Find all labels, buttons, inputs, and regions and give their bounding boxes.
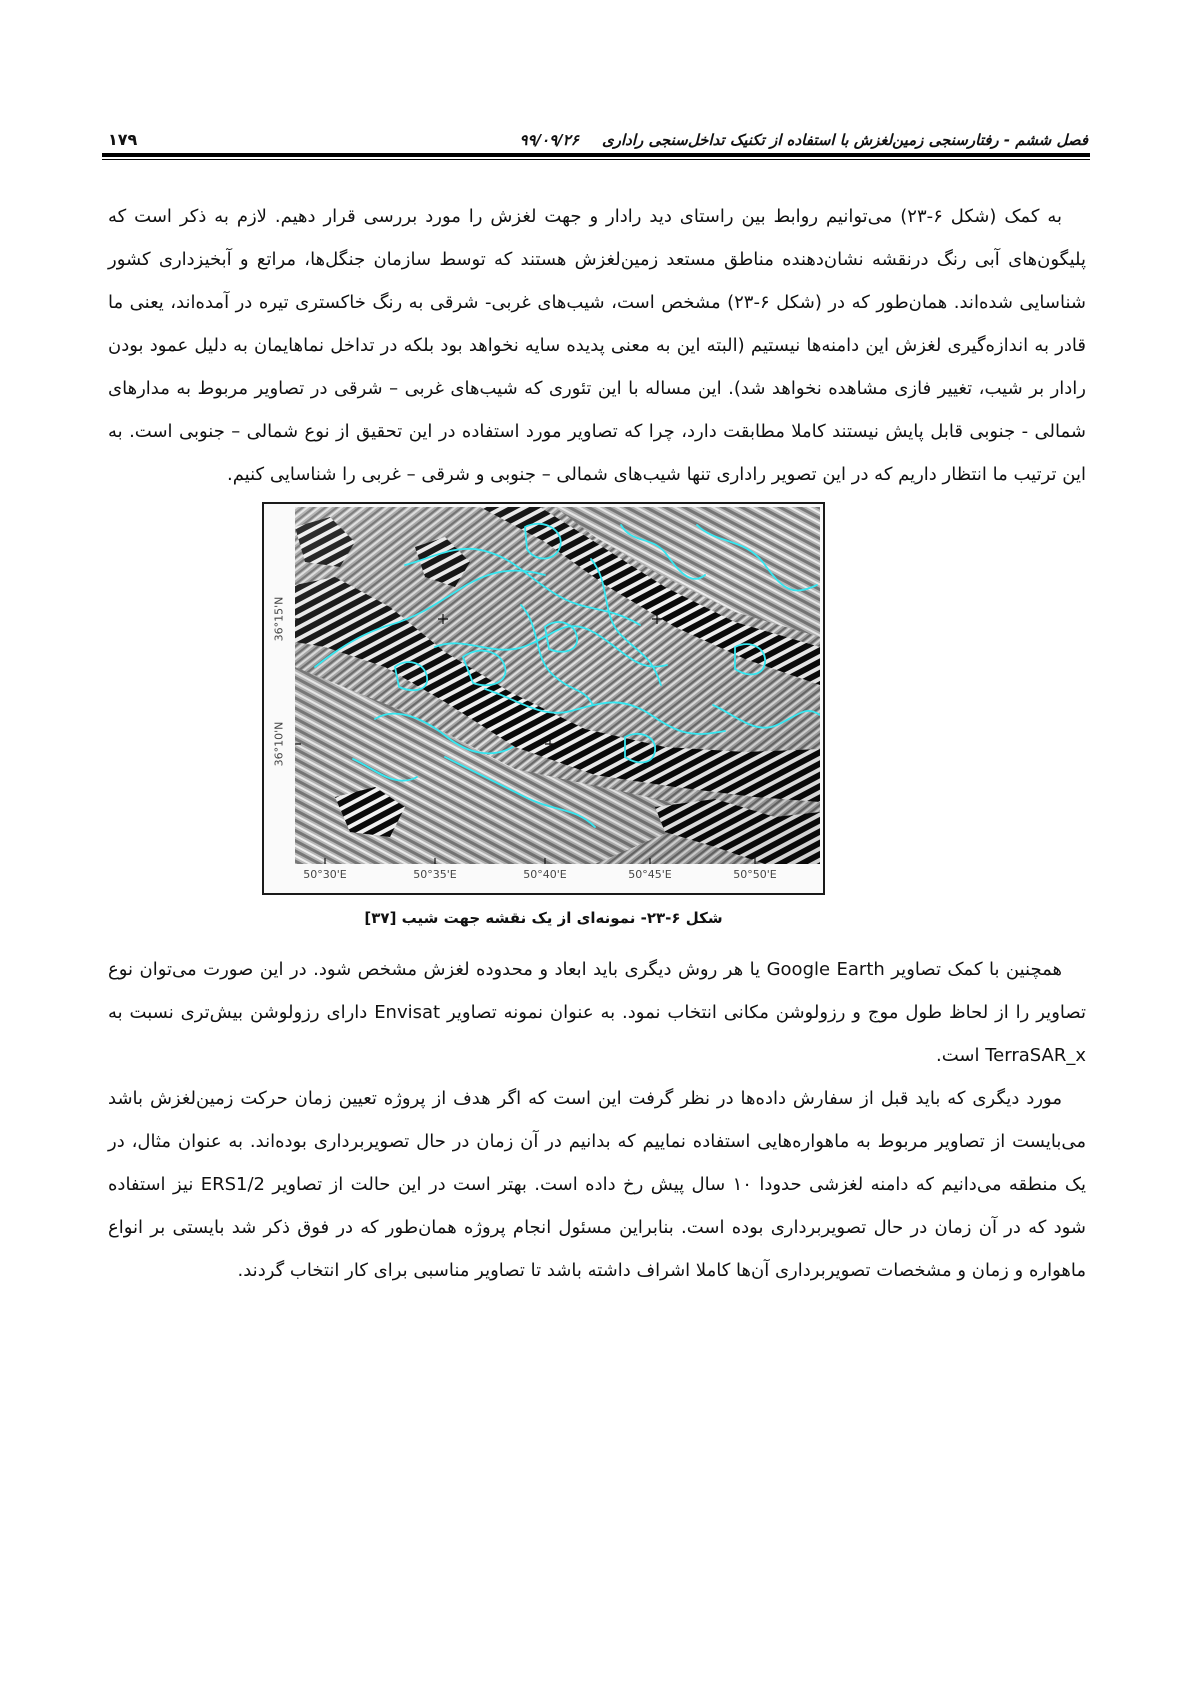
header-title-group	[519, 126, 1088, 154]
body-paragraph: به کمک (شکل ۶-۲۳) می‌توانیم روابط بین راستای دید رادار و جهت لغزش را مورد بررسی قرار دهیم. لازم به ذکر است که پلیگون‌های آبی رنگ درنقشه نشان‌دهنده مناطق مستعد زمین‌لغزش هستند که توسط سازمان جنگل‌ها، مراتع و آبخیزداری کشور شناسایی شده‌اند. همان‌طور که در (شکل ۶-۲۳) مشخص است، شیب‌های غربی- شرقی به رنگ خاکستری تیره در آمده‌اند، یعنی ما قادر به اندازه‌گیری لغزش این دامنه‌ها نیستیم (البته این به معنی پدیده سایه نخواهد بود بلکه در تداخل نماهایمان به دلیل عمود بودن رادار بر شیب، تغییر فازی مشاهده نخواهد شد). این مساله با این تئوری که شیب‌های غربی – شرقی در تصاویر مربوط به مدارهای شمالی - جنوبی قابل پایش نیستند کاملا مطابقت دارد، چرا که تصاویر مورد استفاده در این تحقیق از نوع شمالی – جنوبی است. به این ترتیب ما انتظار داریم که در این تصویر راداری تنها شیب‌های شمالی – جنوبی و شرقی – غربی را شناسایی کنیم.	[108, 206, 1086, 485]
longitude-label: 50°30'E	[303, 868, 347, 881]
header-rule-thin	[102, 159, 1090, 160]
chapter-title: فصل ششم - رفتارسنجی زمین‌لغزش با استفاده از تکنیک تداخل‌سنجی راداری	[602, 131, 1088, 149]
body-text	[108, 195, 1086, 1292]
illumination-overlay	[295, 507, 820, 864]
page-number: ۱۷۹	[108, 130, 138, 149]
figure-frame	[262, 502, 825, 895]
running-header	[108, 126, 1088, 154]
figure-caption: شکل ۶-۲۳- نمونه‌ای از یک نقشه جهت شیب [۳۷]	[364, 909, 723, 927]
body-paragraph: همچنین با کمک تصاویر Google Earth یا هر روش دیگری باید ابعاد و محدوده لغزش مشخص شود. در این صورت می‌توان نوع تصاویر را از لحاظ طول موج و رزولوشن مکانی انتخاب نمود. به عنوان نمونه تصاویر Envisat دارای رزولوشن بیش‌تری نسبت به TerraSAR_x است.	[108, 959, 1086, 1066]
body-paragraph: مورد دیگری که باید قبل از سفارش داده‌ها در نظر گرفت این است که اگر هدف از پروژه تعیین زمان حرکت زمین‌لغزش باشد می‌بایست از تصاویر مربوط به ماهواره‌هایی استفاده نماییم که بدانیم در آن زمان در حال تصویربرداری بوده‌اند. به عنوان مثال، در یک منطقه می‌دانیم که دامنه لغزشی حدودا ۱۰ سال پیش رخ داده است. بهتر است در این حالت از تصاویر ERS1/2 نیز استفاده شود که در آن زمان در حال تصویربرداری بوده است. بنابراین مسئول انجام پروژه همان‌طور که در فوق ذکر شد بایستی بر انواع ماهواره و زمان و مشخصات تصویربرداری آن‌ها کاملا اشراف داشته باشد تا تصاویر مناسبی برای کار انتخاب گردند.	[108, 1088, 1086, 1281]
header-rule-thick	[102, 153, 1090, 157]
longitude-label: 50°40'E	[523, 868, 567, 881]
header-date: ۹۹/۰۹/۲۶	[519, 131, 579, 149]
slope-aspect-map	[295, 507, 820, 864]
longitude-label: 50°50'E	[733, 868, 777, 881]
latitude-label: 36°15'N	[272, 596, 286, 642]
longitude-label: 50°35'E	[413, 868, 457, 881]
longitude-label: 50°45'E	[628, 868, 672, 881]
figure	[108, 502, 1086, 933]
latitude-label: 36°10'N	[272, 721, 286, 767]
